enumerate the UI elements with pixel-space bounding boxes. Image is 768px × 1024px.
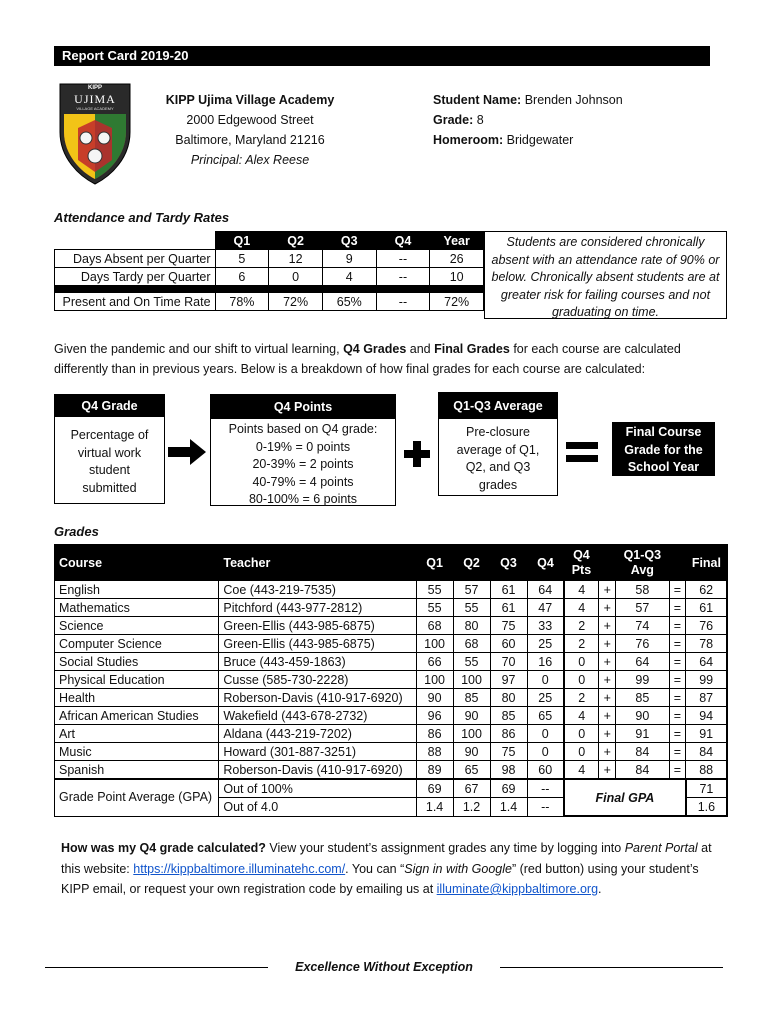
motto: Excellence Without Exception bbox=[295, 960, 473, 974]
q1-score: 96 bbox=[416, 707, 453, 725]
illuminate-url-link[interactable]: https://kippbaltimore.illuminatehc.com/ bbox=[133, 861, 346, 876]
q4-grade-box-title: Q4 Grade bbox=[55, 395, 164, 417]
grade-label: Grade: bbox=[433, 113, 474, 127]
plus-sign: + bbox=[599, 743, 616, 761]
q1-q3-avg: 90 bbox=[616, 707, 669, 725]
course-name: Mathematics bbox=[55, 599, 219, 617]
q4-points-box bbox=[210, 394, 396, 506]
plus-sign: + bbox=[599, 617, 616, 635]
q4-points: 4 bbox=[564, 581, 599, 599]
equals-sign: = bbox=[669, 635, 686, 653]
course-name: Social Studies bbox=[55, 653, 219, 671]
school-info bbox=[150, 90, 350, 170]
col-header-q2: Q2 bbox=[453, 545, 490, 581]
teacher-name: Pitchford (443-977-2812) bbox=[219, 599, 416, 617]
gpa-label: Grade Point Average (GPA) bbox=[55, 779, 219, 816]
footer-rule-left bbox=[45, 967, 268, 968]
course-name: Computer Science bbox=[55, 635, 219, 653]
grades-title: Grades bbox=[54, 524, 99, 539]
q4-points: 2 bbox=[564, 689, 599, 707]
att-cell: -- bbox=[376, 268, 430, 286]
q4-points: 2 bbox=[564, 635, 599, 653]
note-text: . You can “ bbox=[345, 861, 405, 876]
school-city: Baltimore, Maryland 21216 bbox=[175, 133, 325, 147]
teacher-name: Green-Ellis (443-985-6875) bbox=[219, 617, 416, 635]
q3-score: 75 bbox=[490, 617, 527, 635]
gpa-scale-label: Out of 4.0 bbox=[219, 798, 416, 817]
school-name: KIPP Ujima Village Academy bbox=[165, 93, 335, 107]
school-principal: Principal: Alex Reese bbox=[190, 153, 310, 167]
equals-sign: = bbox=[669, 689, 686, 707]
gpa-scale-label: Out of 100% bbox=[219, 779, 416, 798]
q4-score: 64 bbox=[527, 581, 564, 599]
final-grade: 64 bbox=[686, 653, 727, 671]
col-header-q4: Q4 bbox=[527, 545, 564, 581]
final-gpa-value: 1.6 bbox=[686, 798, 727, 817]
points-rule: 40-79% = 4 points bbox=[252, 474, 354, 489]
intro-bold: Q4 Grades bbox=[343, 342, 407, 356]
final-grade: 87 bbox=[686, 689, 727, 707]
note-text: ” (red button) using your student’s KIPP email, or request your own registration code by emailing us at bbox=[61, 861, 699, 896]
grade-row bbox=[55, 617, 728, 635]
grade-row bbox=[55, 671, 728, 689]
q2-score: 57 bbox=[453, 581, 490, 599]
grade-row bbox=[55, 725, 728, 743]
course-name: Art bbox=[55, 725, 219, 743]
grade-row bbox=[55, 707, 728, 725]
q4-score: 0 bbox=[527, 725, 564, 743]
grade-value: 8 bbox=[476, 113, 484, 127]
gpa-q3: 69 bbox=[490, 779, 527, 798]
col-header-course: Course bbox=[55, 545, 219, 581]
points-rule: 20-39% = 2 points bbox=[252, 457, 354, 471]
equals-sign: = bbox=[669, 671, 686, 689]
logo-kipp-text: KIPP bbox=[87, 85, 102, 91]
q2-score: 55 bbox=[453, 599, 490, 617]
att-row-label: Present and On Time Rate bbox=[55, 293, 216, 311]
q4-points: 4 bbox=[564, 599, 599, 617]
att-row-label: Days Absent per Quarter bbox=[55, 250, 216, 268]
q1-q3-avg: 58 bbox=[616, 581, 669, 599]
final-grade: 91 bbox=[686, 725, 727, 743]
q1-score: 55 bbox=[416, 581, 453, 599]
att-col-header: Q2 bbox=[269, 232, 323, 250]
q3-score: 70 bbox=[490, 653, 527, 671]
homeroom-label: Homeroom: bbox=[433, 133, 504, 147]
q4-help-question: How was my Q4 grade calculated? bbox=[61, 841, 266, 855]
q1-q3-avg: 85 bbox=[616, 689, 669, 707]
student-name-label: Student Name: bbox=[433, 93, 522, 107]
course-name: Physical Education bbox=[55, 671, 219, 689]
homeroom-value: Bridgewater bbox=[506, 133, 574, 147]
grade-row bbox=[55, 743, 728, 761]
q4-points: 0 bbox=[564, 743, 599, 761]
q1-score: 55 bbox=[416, 599, 453, 617]
gpa-q1: 1.4 bbox=[416, 798, 453, 817]
final-grade: 88 bbox=[686, 761, 727, 780]
teacher-name: Bruce (443-459-1863) bbox=[219, 653, 416, 671]
q4-points: 0 bbox=[564, 725, 599, 743]
att-cell: -- bbox=[376, 293, 430, 311]
q1-score: 90 bbox=[416, 689, 453, 707]
col-header-q4-pts: Q4 Pts bbox=[564, 545, 599, 581]
teacher-name: Aldana (443-219-7202) bbox=[219, 725, 416, 743]
intro-text: for each course are calculated differently than in previous years. Below is a breakdown of how final grades for each course are calculated: bbox=[54, 342, 681, 376]
footer-rule-right bbox=[500, 967, 723, 968]
equals-sign: = bbox=[669, 761, 686, 780]
course-name: Science bbox=[55, 617, 219, 635]
q4-points-box-body bbox=[211, 419, 395, 509]
final-grade: 62 bbox=[686, 581, 727, 599]
teacher-name: Coe (443-219-7535) bbox=[219, 581, 416, 599]
q4-points-box-title: Q4 Points bbox=[211, 395, 395, 419]
q4-score: 33 bbox=[527, 617, 564, 635]
equals-sign: = bbox=[669, 743, 686, 761]
q1-q3-avg: 57 bbox=[616, 599, 669, 617]
note-text: View your student’s assignment grades any time by logging into bbox=[265, 841, 625, 855]
grade-row bbox=[55, 599, 728, 617]
grade-row bbox=[55, 581, 728, 599]
plus-sign: + bbox=[599, 725, 616, 743]
final-grade: 94 bbox=[686, 707, 727, 725]
q3-score: 80 bbox=[490, 689, 527, 707]
q4-grade-box bbox=[54, 394, 165, 504]
final-grade: 78 bbox=[686, 635, 727, 653]
att-row bbox=[55, 250, 484, 268]
intro-text: and bbox=[406, 342, 435, 356]
equals-sign: = bbox=[669, 617, 686, 635]
q1-score: 68 bbox=[416, 617, 453, 635]
q3-score: 61 bbox=[490, 581, 527, 599]
att-col-header: Year bbox=[430, 232, 484, 250]
q4-points: 0 bbox=[564, 653, 599, 671]
report-card-title-bar bbox=[54, 46, 710, 66]
final-gpa-label: Final GPA bbox=[564, 779, 686, 816]
q4-score: 47 bbox=[527, 599, 564, 617]
q1-q3-avg: 74 bbox=[616, 617, 669, 635]
gpa-q2: 1.2 bbox=[453, 798, 490, 817]
note-text: at this website: bbox=[61, 841, 712, 876]
equals-icon bbox=[566, 440, 598, 464]
intro-paragraph bbox=[54, 339, 719, 379]
q4-score: 25 bbox=[527, 689, 564, 707]
plus-sign: + bbox=[599, 761, 616, 780]
att-separator bbox=[55, 286, 484, 293]
grade-row bbox=[55, 635, 728, 653]
grade-row bbox=[55, 761, 728, 780]
q4-score: 0 bbox=[527, 671, 564, 689]
q1-q3-avg: 64 bbox=[616, 653, 669, 671]
plus-icon bbox=[404, 441, 430, 467]
q1-score: 100 bbox=[416, 671, 453, 689]
grade-row bbox=[55, 653, 728, 671]
q1-score: 66 bbox=[416, 653, 453, 671]
course-name: Health bbox=[55, 689, 219, 707]
q1-score: 86 bbox=[416, 725, 453, 743]
grade-row bbox=[55, 689, 728, 707]
equals-sign: = bbox=[669, 581, 686, 599]
q2-score: 68 bbox=[453, 635, 490, 653]
final-grade: 61 bbox=[686, 599, 727, 617]
equals-sign: = bbox=[669, 725, 686, 743]
intro-text: Given the pandemic and our shift to virtual learning, bbox=[54, 342, 344, 356]
teacher-name: Green-Ellis (443-985-6875) bbox=[219, 635, 416, 653]
att-cell: 5 bbox=[215, 250, 269, 268]
q1-q3-avg: 99 bbox=[616, 671, 669, 689]
q4-grade-box-body: Percentage of virtual work student submitted bbox=[70, 428, 149, 495]
q1-q3-avg: 76 bbox=[616, 635, 669, 653]
q4-points: 4 bbox=[564, 707, 599, 725]
course-name: Spanish bbox=[55, 761, 219, 780]
plus-sign: + bbox=[599, 671, 616, 689]
logo-ujima-text: UJIMA bbox=[74, 92, 116, 106]
q4-points: 4 bbox=[564, 761, 599, 780]
logo-sub-text: VILLAGE ACADEMY bbox=[76, 106, 114, 111]
q2-score: 65 bbox=[453, 761, 490, 780]
note-text: . bbox=[598, 882, 602, 896]
intro-bold: Final Grades bbox=[434, 342, 510, 356]
q1-q3-avg: 84 bbox=[616, 761, 669, 780]
q1-score: 100 bbox=[416, 635, 453, 653]
q2-score: 90 bbox=[453, 707, 490, 725]
q3-score: 85 bbox=[490, 707, 527, 725]
col-header-q1: Q1 bbox=[416, 545, 453, 581]
att-cell: 72% bbox=[430, 293, 484, 311]
q4-score: 60 bbox=[527, 761, 564, 780]
plus-sign: + bbox=[599, 635, 616, 653]
att-cell: 65% bbox=[322, 293, 376, 311]
q3-score: 86 bbox=[490, 725, 527, 743]
teacher-name: Howard (301-887-3251) bbox=[219, 743, 416, 761]
col-header-q3: Q3 bbox=[490, 545, 527, 581]
q1-q3-average-box-title: Q1-Q3 Average bbox=[439, 393, 557, 419]
parent-portal-text: Parent Portal bbox=[624, 841, 698, 855]
final-grade: 84 bbox=[686, 743, 727, 761]
att-col-header: Q4 bbox=[376, 232, 430, 250]
att-cell: 26 bbox=[430, 250, 484, 268]
q2-score: 100 bbox=[453, 725, 490, 743]
teacher-name: Roberson-Davis (410-917-6920) bbox=[219, 761, 416, 780]
plus-sign: + bbox=[599, 599, 616, 617]
course-name: English bbox=[55, 581, 219, 599]
chronic-absence-note: Students are considered chronically absent with an attendance rate of 90% or below. Chronically absent students are at greater risk for failing courses and not graduating on time. bbox=[484, 231, 727, 319]
equals-sign: = bbox=[669, 653, 686, 671]
att-cell: 9 bbox=[322, 250, 376, 268]
att-cell: 4 bbox=[322, 268, 376, 286]
final-course-grade-box: Final Course Grade for the School Year bbox=[612, 422, 715, 476]
equals-sign: = bbox=[669, 707, 686, 725]
q2-score: 80 bbox=[453, 617, 490, 635]
att-cell: 78% bbox=[215, 293, 269, 311]
plus-sign: + bbox=[599, 581, 616, 599]
q2-score: 85 bbox=[453, 689, 490, 707]
points-rule: 80-100% = 6 points bbox=[248, 492, 358, 506]
q4-help-note bbox=[61, 838, 721, 900]
att-cell: 0 bbox=[269, 268, 323, 286]
teacher-name: Cusse (585-730-2228) bbox=[219, 671, 416, 689]
gpa-q1: 69 bbox=[416, 779, 453, 798]
q3-score: 97 bbox=[490, 671, 527, 689]
plus-sign: + bbox=[599, 653, 616, 671]
q1-q3-avg: 84 bbox=[616, 743, 669, 761]
gpa-row bbox=[55, 779, 728, 798]
q3-score: 98 bbox=[490, 761, 527, 780]
q4-points: 0 bbox=[564, 671, 599, 689]
student-name: Brenden Johnson bbox=[524, 93, 623, 107]
att-cell: 12 bbox=[269, 250, 323, 268]
final-grade: 99 bbox=[686, 671, 727, 689]
q1-q3-average-box bbox=[438, 392, 558, 496]
report-card-title: Report Card 2019-20 bbox=[62, 48, 189, 63]
col-header-avg: Q1-Q3 Avg bbox=[599, 545, 686, 581]
q4-score: 65 bbox=[527, 707, 564, 725]
teacher-name: Wakefield (443-678-2732) bbox=[219, 707, 416, 725]
sign-in-google-text: Sign in with Google bbox=[404, 861, 512, 876]
q1-q3-avg: 91 bbox=[616, 725, 669, 743]
school-street: 2000 Edgewood Street bbox=[186, 113, 314, 127]
q4-score: 25 bbox=[527, 635, 564, 653]
student-info bbox=[433, 90, 713, 150]
course-name: African American Studies bbox=[55, 707, 219, 725]
att-col-header: Q3 bbox=[322, 232, 376, 250]
course-name: Music bbox=[55, 743, 219, 761]
q2-score: 90 bbox=[453, 743, 490, 761]
q3-score: 75 bbox=[490, 743, 527, 761]
attendance-table bbox=[54, 231, 484, 311]
teacher-name: Roberson-Davis (410-917-6920) bbox=[219, 689, 416, 707]
illuminate-email-link[interactable]: illuminate@kippbaltimore.org bbox=[436, 882, 599, 896]
q4-score: 0 bbox=[527, 743, 564, 761]
q3-score: 60 bbox=[490, 635, 527, 653]
q3-score: 61 bbox=[490, 599, 527, 617]
plus-sign: + bbox=[599, 689, 616, 707]
q2-score: 55 bbox=[453, 653, 490, 671]
att-cell: -- bbox=[376, 250, 430, 268]
q2-score: 100 bbox=[453, 671, 490, 689]
att-col-header: Q1 bbox=[215, 232, 269, 250]
arrow-right-icon bbox=[168, 439, 206, 465]
att-row bbox=[55, 268, 484, 286]
grades-table bbox=[54, 544, 728, 817]
school-logo bbox=[56, 80, 134, 186]
col-header-final: Final bbox=[686, 545, 727, 581]
q1-q3-average-box-body: Pre-closure average of Q1, Q2, and Q3 grades bbox=[456, 425, 540, 492]
att-cell: 72% bbox=[269, 293, 323, 311]
plus-sign: + bbox=[599, 707, 616, 725]
gpa-q4: -- bbox=[527, 779, 564, 798]
final-grade: 76 bbox=[686, 617, 727, 635]
final-gpa-value: 71 bbox=[686, 779, 727, 798]
q4-points: 2 bbox=[564, 617, 599, 635]
gpa-q4: -- bbox=[527, 798, 564, 817]
att-cell: 6 bbox=[215, 268, 269, 286]
points-rule: 0-19% = 0 points bbox=[255, 439, 351, 454]
q1-score: 88 bbox=[416, 743, 453, 761]
att-row-label: Days Tardy per Quarter bbox=[55, 268, 216, 286]
q1-score: 89 bbox=[416, 761, 453, 780]
equals-sign: = bbox=[669, 599, 686, 617]
points-rule: Points based on Q4 grade: bbox=[228, 422, 378, 436]
col-header-teacher: Teacher bbox=[219, 545, 416, 581]
q4-score: 16 bbox=[527, 653, 564, 671]
gpa-q3: 1.4 bbox=[490, 798, 527, 817]
attendance-title: Attendance and Tardy Rates bbox=[54, 210, 230, 225]
att-row bbox=[55, 293, 484, 311]
att-cell: 10 bbox=[430, 268, 484, 286]
gpa-q2: 67 bbox=[453, 779, 490, 798]
